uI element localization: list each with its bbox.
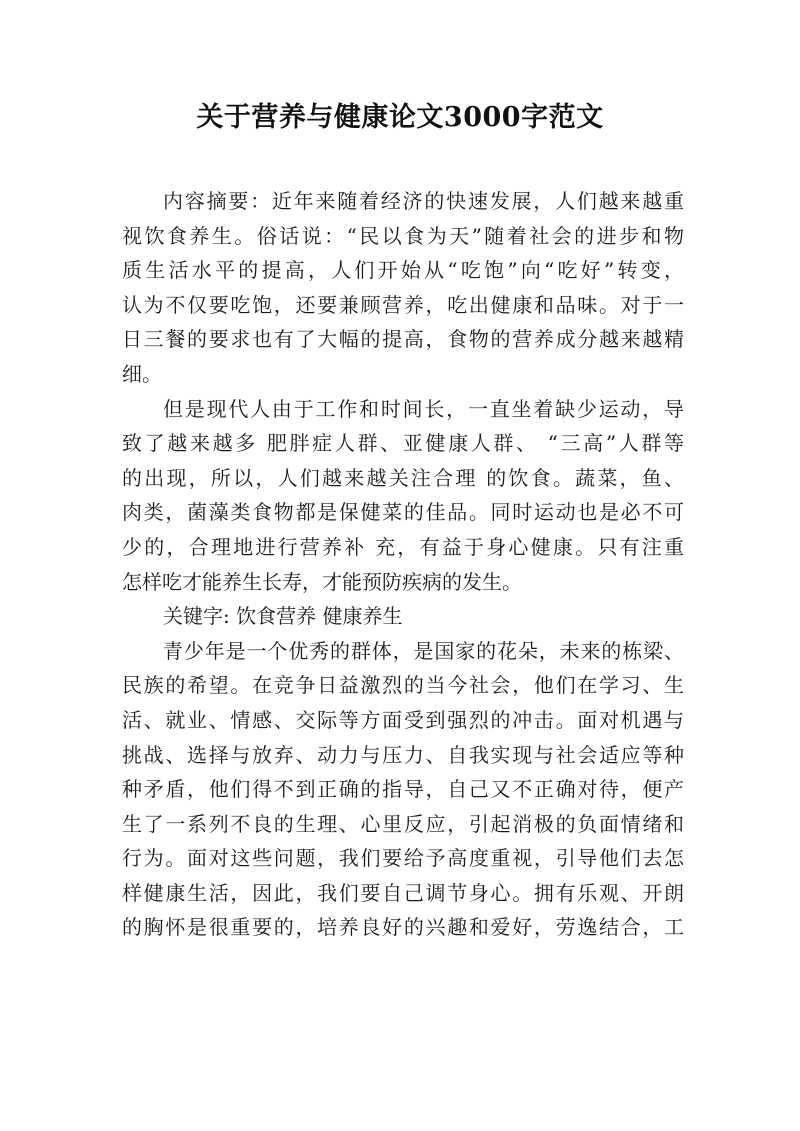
text-line: 样健康生活，因此，我们要自己调节身心。拥有乐观、开朗: [122, 880, 684, 905]
text-line: 内容摘要：近年来随着经济的快速发展，人们越来越重: [163, 189, 684, 213]
text-line: 的出现，所以，人们越来越关注合理 的饮食。蔬菜，鱼、: [122, 465, 684, 490]
text-line: 认为不仅要吃饱，还要兼顾营养，吃出健康和品味。对于一: [122, 292, 684, 317]
text-line: 行为。面对这些问题，我们要给予高度重视，引导他们去怎: [122, 846, 684, 871]
text-line: 少的，合理地进行营养补 充，有益于身心健康。只有注重: [122, 534, 684, 559]
keywords-line: 关键字: 饮食营养 健康养生: [163, 604, 403, 629]
document-title: 关于营养与健康论文3000字范文: [196, 102, 604, 133]
text-line: 挑战、选择与放弃、动力与压力、自我实现与社会适应等种: [122, 742, 684, 767]
paragraph-keywords: [122, 599, 684, 634]
text-line: 怎样吃才能养生长寿，才能预防疾病的发生。: [122, 569, 522, 594]
text-line: 生了一系列不良的生理、心里反应，引起消极的负面情绪和: [122, 811, 684, 836]
text-line: 致了越来越多 肥胖症人群、亚健康人群、 “三高”人群等: [122, 431, 684, 456]
paragraph-youth: [122, 634, 684, 945]
document-body: [122, 184, 684, 945]
text-line: 青少年是一个优秀的群体，是国家的花朵，未来的栋梁、: [163, 638, 684, 663]
text-line: 日三餐的要求也有了大幅的提高，食物的营养成分越来越精: [122, 327, 684, 352]
text-line: 细。: [122, 361, 162, 386]
text-line: 视饮食养生。俗话说：“民以食为天”随着社会的进步和物: [122, 223, 684, 248]
text-line: 活、就业、情感、交际等方面受到强烈的冲击。面对机遇与: [122, 707, 684, 732]
text-line: 但是现代人由于工作和时间长，一直坐着缺少运动，导: [163, 396, 684, 421]
paragraph-abstract: [122, 184, 684, 392]
text-line: 质生活水平的提高，人们开始从“吃饱”向“吃好”转变，: [122, 258, 684, 283]
text-line: 的胸怀是很重要的，培养良好的兴趣和爱好，劳逸结合，工: [122, 915, 684, 940]
text-line: 民族的希望。在竞争日益激烈的当今社会，他们在学习、生: [122, 673, 684, 698]
paragraph-modern-lifestyle: [122, 392, 684, 600]
text-line: 种矛盾，他们得不到正确的指导，自己又不正确对待，便产: [122, 777, 684, 802]
text-line: 肉类，菌藻类食物都是保健菜的佳品。同时运动也是必不可: [122, 500, 684, 525]
